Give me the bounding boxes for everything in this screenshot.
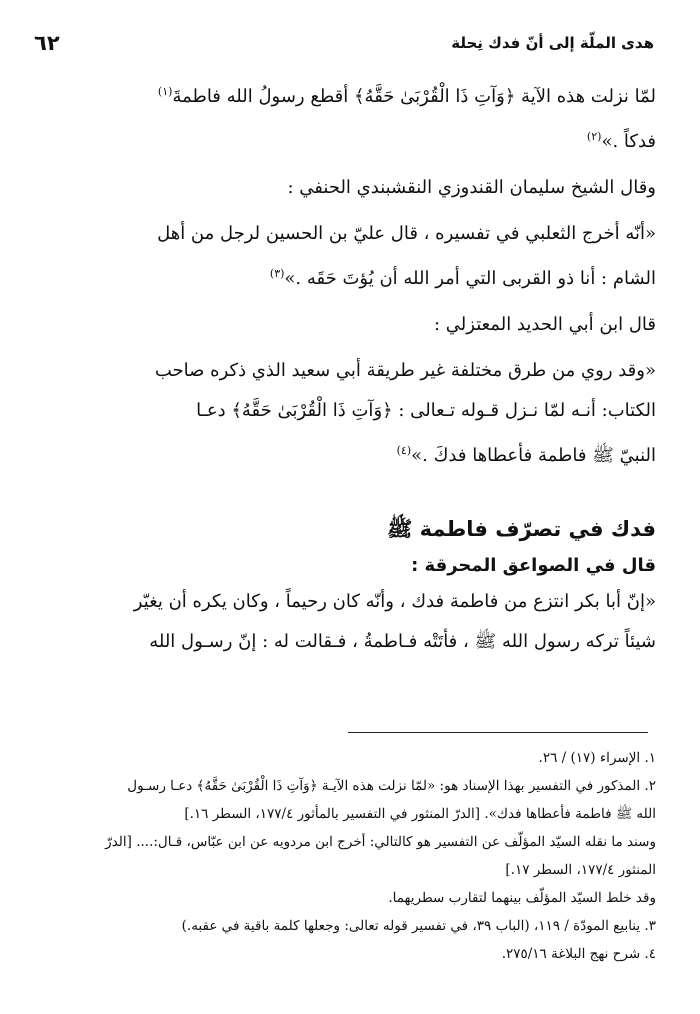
paragraph-6: [36, 582, 656, 662]
footnote-2-line-3: وسند ما نقله السيّد المؤلّف عن التفسير هو كالتالي: أخرج ابن مردويه عن ابن عبّاس، قـال:.... [الدرّ: [105, 834, 656, 850]
section-subheading: قال في الصواعق المحرقة :: [411, 555, 656, 576]
paragraph-6-line-1: «إنّ أبا بكر انتزع من فاطمة فدك ، وأنّه كان رحيماً ، وكان يكره أن يغيّر: [133, 591, 656, 612]
paragraph-1-line-2: فدكاً .»: [601, 131, 656, 152]
footnote-2-line-4: المنثور ١٧٧/٤، السطر ١٧.]: [505, 862, 656, 878]
footnote-ref-4: (٤): [396, 444, 412, 457]
paragraph-1: [36, 72, 656, 162]
page-number: ٦٢: [34, 31, 60, 55]
paragraph-3-line-2: الشام : أنا ذو القربى التي أمر الله أن يُؤتَ حَقَه .»: [284, 268, 656, 289]
footnote-ref-1: (١): [157, 85, 173, 98]
paragraph-3: [36, 214, 656, 299]
footnote-3: ٣. ينابيع المودّة / ١١٩، (الباب ٣٩، في تفسير قوله تعالى: وجعلها كلمة باقية في عقبه.): [181, 918, 656, 934]
paragraph-1-line-1: لمّا نزلت هذه الآية ﴿وَآتِ ذَا الْقُرْبَىٰ حَقَّهُ﴾ أقطع رسولُ الله فاطمةَ: [172, 86, 656, 107]
paragraph-2: وقال الشيخ سليمان القندوزي النقشبندي الحنفي :: [287, 177, 656, 198]
paragraph-3-line-1: «أنّه أخرج الثعلبي في تفسيره ، قال عليّ بن الحسين لرجل من أهل: [157, 223, 656, 244]
paragraph-5-line-3: النبيّ ﷺ فاطمة فأعطاها فدكَ .»: [411, 445, 656, 466]
footnote-separator: [348, 732, 648, 733]
section-heading: فدك في تصرّف فاطمة ﷺ: [386, 517, 656, 541]
footnote-1: ١. الإسراء (١٧) / ٢٦.: [538, 750, 656, 766]
footnote-4: ٤. شرح نهج البلاغة ٢٧٥/١٦.: [501, 946, 656, 962]
footnote-2-line-5: وقد خلط السيّد المؤلّف بينهما لتقارب سطريهما.: [388, 890, 656, 906]
paragraph-5: [36, 351, 656, 476]
main-text: [36, 72, 656, 662]
footnotes: [36, 744, 656, 968]
running-title: هدى الملّة إلى أنّ فدك نِحلة: [451, 34, 654, 52]
paragraph-5-line-1: «وقد روي من طرق مختلفة غير طريقة أبي سعيد الذي ذكره صاحب: [154, 360, 656, 381]
footnote-ref-2: (٢): [586, 130, 602, 143]
page-header: [34, 26, 654, 60]
footnote-2-line-2: الله ﷺ فاطمة فأعطاها فدك». [الدرّ المنثور في التفسير بالمأثور ١٧٧/٤، السطر ١٦.]: [184, 806, 656, 822]
footnote-2-line-1: ٢. المذكور في التفسير بهذا الإسناد هو: «لمّا نزلت هذه الآيـة ﴿وَآتِ ذَا الْقُرْبَىٰ حَقَّهُ﴾ دعـا رسـول: [127, 778, 656, 794]
paragraph-5-line-2: الكتاب: أنـه لمّا نـزل قـوله تـعالى : ﴿وَآتِ ذَا الْقُرْبَىٰ حَقَّهُ﴾ دعـا: [196, 400, 656, 421]
footnote-ref-3: (٣): [269, 267, 285, 280]
paragraph-6-line-2: شيئاً تركه رسول الله ﷺ ، فأتَتْه فـاطمةُ ، فـقالت له : إنّ رسـول الله: [149, 631, 656, 652]
paragraph-4: قال ابن أبي الحديد المعتزلي :: [433, 314, 656, 335]
